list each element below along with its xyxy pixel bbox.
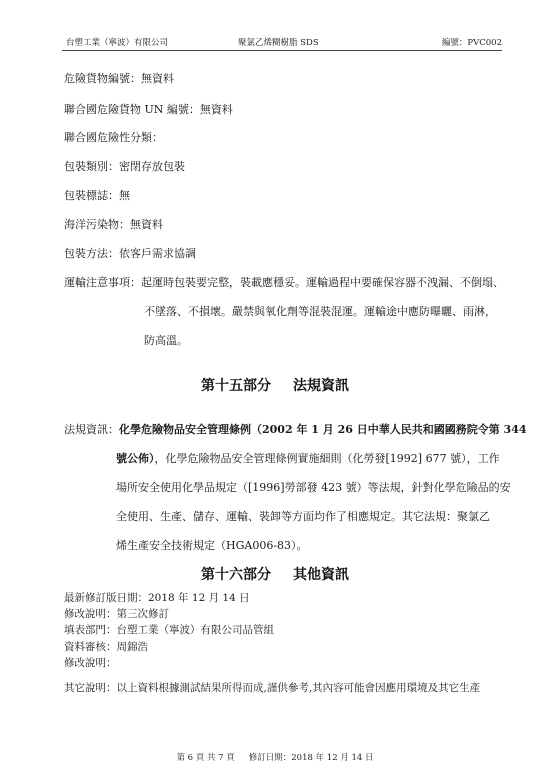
section-15-heading xyxy=(0,377,550,395)
latest-revision-date: 最新修訂版日期：2018 年 12 月 14 日 xyxy=(64,592,250,604)
regulation-row-4: 全使用、生產、儲存、運輸、裝卸等方面均作了相應規定。其它法規：聚氯乙 xyxy=(116,510,490,523)
un-number: 聯合國危險貨物 UN 編號：無資料 xyxy=(64,103,233,116)
transport-notes-line-1: 運輸注意事項：起運時包裝要完整，裝載應穩妥。運輸過程中要確保容器不洩漏、不倒塌、 xyxy=(64,276,504,289)
footer-revision-date: 修訂日期：2018 年 12 月 14 日 xyxy=(248,753,374,763)
other-remarks: 其它說明：以上資料根據測試結果所得而成,謹供參考,其內容可能會因應用環境及其它生產 xyxy=(64,682,481,694)
regulation-row-2 xyxy=(116,452,500,466)
marine-pollutant: 海洋污染物：無資料 xyxy=(64,218,163,231)
section-16-title: 其他資訊 xyxy=(293,567,349,583)
page-number: 第 6 頁 共 7 頁 xyxy=(176,753,235,763)
section-15-title: 法規資訊 xyxy=(293,378,349,394)
page-header xyxy=(62,37,502,49)
un-hazard-class: 聯合國危險性分類： xyxy=(64,131,163,144)
header-document-code: 編號：PVC002 xyxy=(441,38,502,48)
transport-notes-line-2: 不墜落、不損壞。嚴禁與氧化劑等混裝混運。運輸途中應防曝曬、雨淋， xyxy=(144,305,496,318)
header-document-title: 聚氯乙烯糊樹脂 SDS xyxy=(238,38,319,48)
packing-label: 包裝標誌：無 xyxy=(64,189,130,202)
header-divider xyxy=(62,50,502,51)
packing-method: 包裝方法：依客戶需求協調 xyxy=(64,247,196,260)
regulation-row-5: 烯生產安全技術規定（HGA006-83）。 xyxy=(116,539,308,552)
regulation-text-2: ，化學危險物品安全管理條例實施細則（化勞發[1992] 677 號），工作 xyxy=(154,452,500,465)
section-16-heading xyxy=(0,566,550,584)
change-description: 修改說明： xyxy=(64,657,117,669)
revision-description: 修改說明：第三次修訂 xyxy=(64,608,169,620)
packing-group: 包裝類別：密閉存放包裝 xyxy=(64,160,185,173)
transport-notes-line-3: 防高溫。 xyxy=(144,334,188,347)
regulation-label: 法規資訊： xyxy=(64,423,119,436)
regulation-row-1 xyxy=(64,423,527,437)
data-reviewer: 資料審核：周錦浩 xyxy=(64,641,148,653)
filling-department: 填表部門：台塑工業（寧波）有限公司品管組 xyxy=(64,624,274,636)
regulation-row-3: 場所安全使用化學品規定（[1996]勞部發 423 號）等法規，針對化學危險品的安 xyxy=(116,481,511,494)
section-15-number: 第十五部分 xyxy=(201,378,271,394)
regulation-main-law: 化學危險物品安全管理條例（2002 年 1 月 26 日中華人民共和國國務院令第 344 xyxy=(119,423,527,436)
dangerous-goods-number: 危險貨物編號：無資料 xyxy=(64,72,174,85)
page-footer xyxy=(0,752,550,764)
regulation-main-law-end: 號公佈） xyxy=(116,452,155,465)
header-company: 台塑工業（寧波）有限公司 xyxy=(66,38,169,48)
section-16-number: 第十六部分 xyxy=(201,567,271,583)
